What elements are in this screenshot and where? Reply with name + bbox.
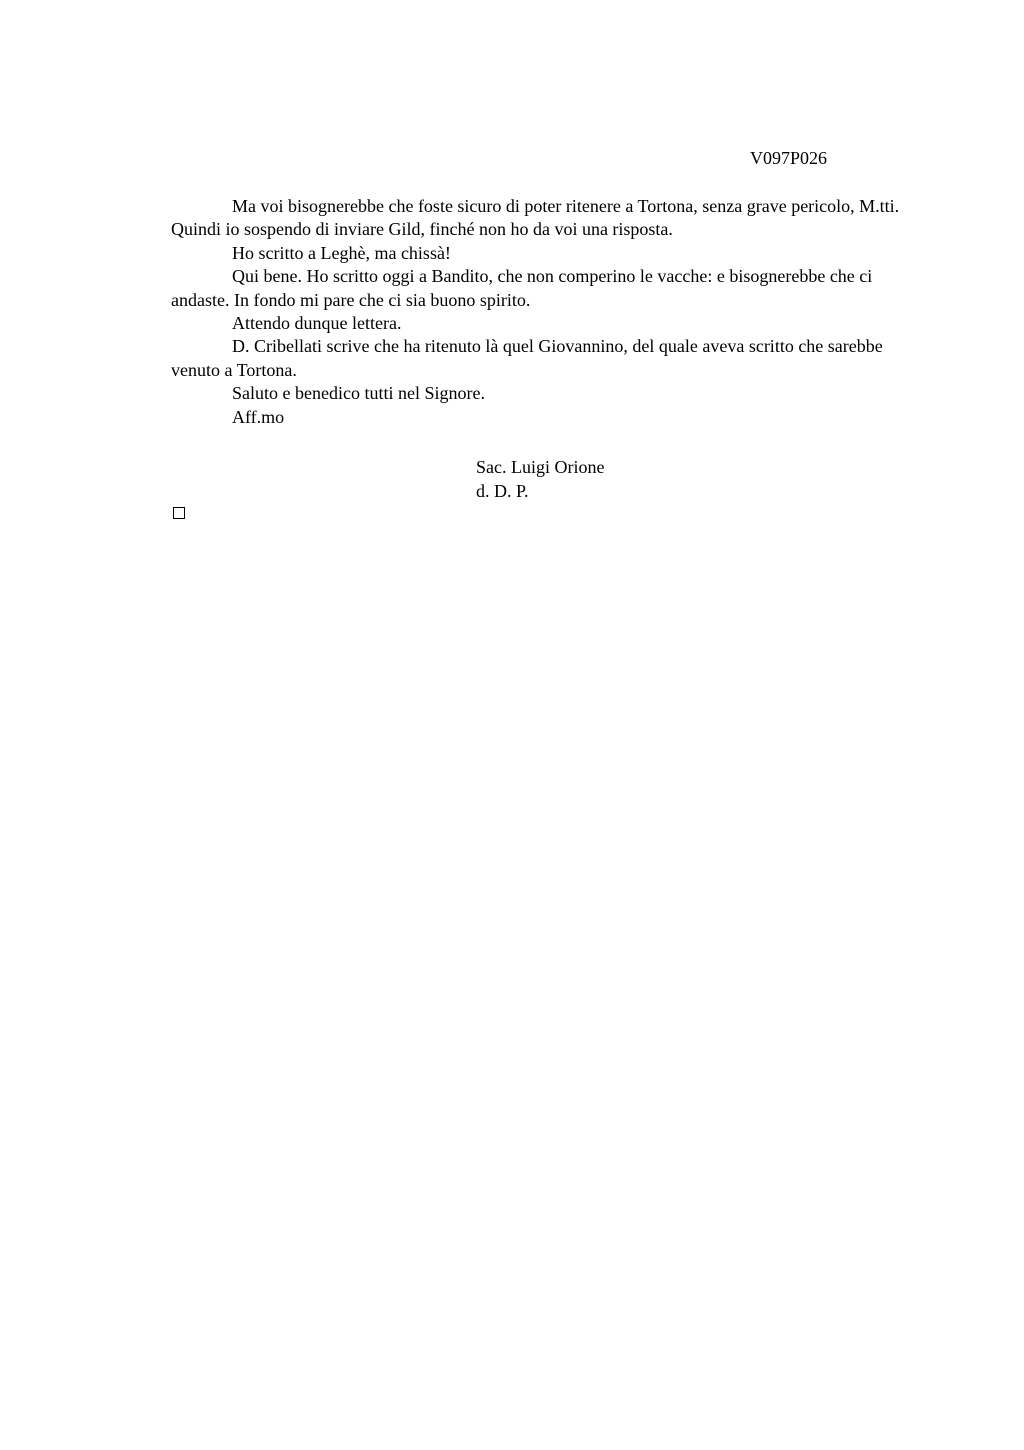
signature-name: Sac. Luigi Orione <box>476 457 605 477</box>
closing: Aff.mo <box>232 406 285 427</box>
empty-square-icon <box>173 507 185 519</box>
paragraph-2: Ho scritto a Leghè, ma chissà! <box>232 242 451 263</box>
letter-body <box>171 195 916 429</box>
paragraph-5: D. Cribellati scrive che ha ritenuto là quel Giovannino, del quale aveva scritto che sarebbe venuto a Tortona. <box>171 336 883 380</box>
paragraph-1: Ma voi bisognerebbe che foste sicuro di poter ritenere a Tortona, senza grave pericolo, M.tti. Quindi io sospendo di inviare Gild, finché non ho da voi una risposta. <box>171 196 900 240</box>
page-code: V097P026 <box>750 148 828 168</box>
paragraph-6: Saluto e benedico tutti nel Signore. <box>232 383 485 404</box>
paragraph-4: Attendo dunque lettera. <box>232 313 402 334</box>
signature-block <box>476 455 604 503</box>
signature-title: d. D. P. <box>476 481 529 501</box>
paragraph-3: Qui bene. Ho scritto oggi a Bandito, che non comperino le vacche: e bisognerebbe che ci andaste. In fondo mi pare che ci sia buono spirito. <box>171 266 873 310</box>
